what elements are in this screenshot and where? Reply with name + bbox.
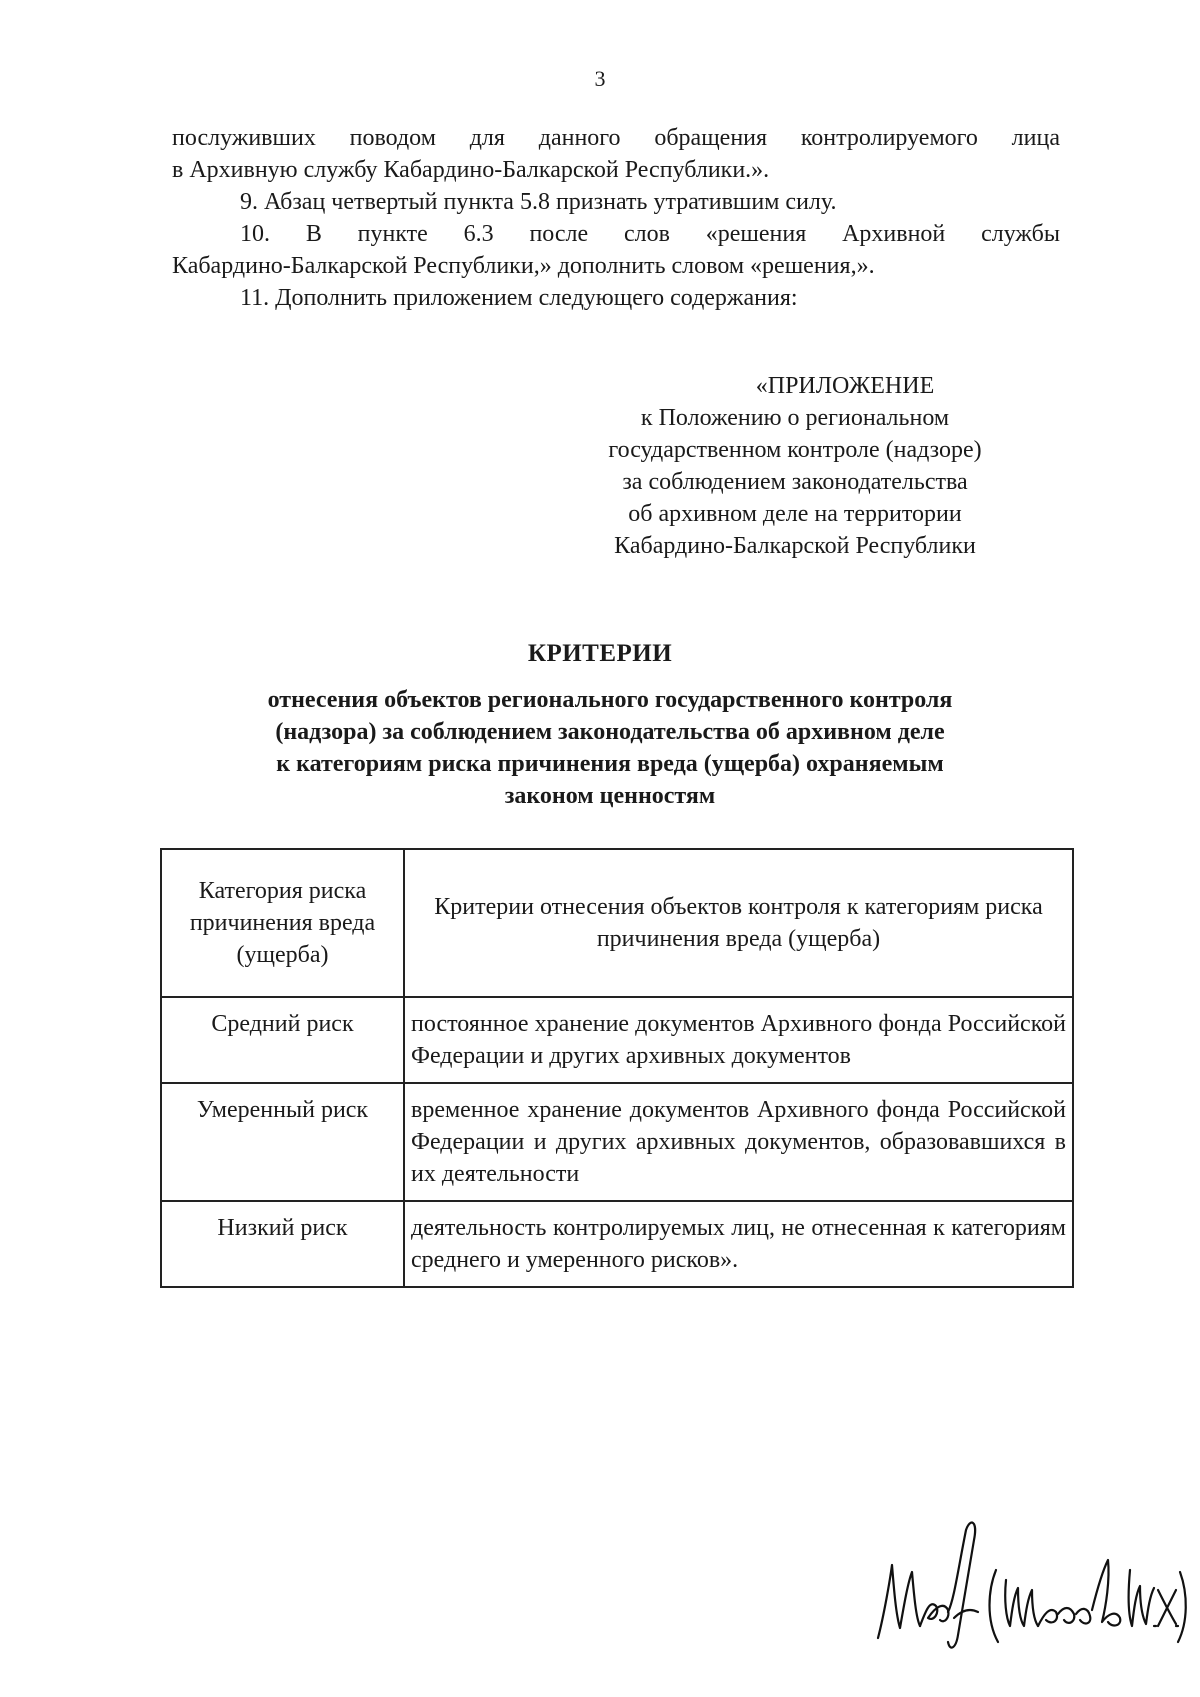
criteria-cell: временное хранение документов Архивного фонда Российской Федерации и других архивных документов, образовавшихся в их деятельности <box>404 1083 1073 1201</box>
table-row <box>161 1201 1073 1287</box>
appendix-block <box>560 370 1030 562</box>
handwritten-signature <box>870 1510 1190 1660</box>
risk-category-cell: Средний риск <box>161 997 404 1083</box>
criteria-subtitle-line: отнесения объектов регионального государственного контроля <box>267 687 953 713</box>
body-text <box>172 122 1060 314</box>
criteria-subtitle-line: законом ценностям <box>504 783 716 809</box>
risk-category-cell: Низкий риск <box>161 1201 404 1287</box>
item-11: 11. Дополнить приложением следующего содержания: <box>240 285 798 311</box>
header-criteria: Критерии отнесения объектов контроля к категориям риска причинения вреда (ущерба) <box>404 849 1073 997</box>
table-row <box>161 1083 1073 1201</box>
criteria-subtitle-line: (надзора) за соблюдением законодательства об архивном деле <box>275 719 945 745</box>
item-10-line: Кабардино-Балкарской Республики,» дополнить словом «решения,». <box>172 253 875 279</box>
appendix-line: к Положению о региональном <box>640 405 950 431</box>
criteria-cell: деятельность контролируемых лиц, не отнесенная к категориям среднего и умеренного рисков». <box>404 1201 1073 1287</box>
item-10-line: 10. В пункте 6.3 после слов «решения Архивной службы <box>240 221 1060 247</box>
risk-category-cell: Умеренный риск <box>161 1083 404 1201</box>
criteria-subtitle <box>180 684 1040 812</box>
appendix-line: государственном контроле (надзоре) <box>608 437 982 463</box>
body-line: в Архивную службу Кабардино-Балкарской Республики.». <box>172 157 770 183</box>
appendix-line: Кабардино-Балкарской Республики <box>614 533 976 559</box>
table-header-row <box>161 849 1073 997</box>
risk-criteria-table <box>160 848 1074 1288</box>
table-row <box>161 997 1073 1083</box>
appendix-line: об архивном деле на территории <box>628 501 962 527</box>
item-9: 9. Абзац четвертый пункта 5.8 признать утратившим силу. <box>240 189 837 215</box>
appendix-heading: «ПРИЛОЖЕНИЕ <box>755 373 935 399</box>
page-number: 3 <box>594 66 606 91</box>
header-risk-category: Категория риска причинения вреда (ущерба) <box>161 849 404 997</box>
criteria-title: КРИТЕРИИ <box>527 640 673 667</box>
body-line: послуживших поводом для данного обращения контролируемого лица <box>172 125 1060 151</box>
criteria-cell: постоянное хранение документов Архивного фонда Российской Федерации и других архивных документов <box>404 997 1073 1083</box>
appendix-line: за соблюдением законодательства <box>622 469 968 495</box>
criteria-subtitle-line: к категориям риска причинения вреда (ущерба) охраняемым <box>276 751 944 777</box>
